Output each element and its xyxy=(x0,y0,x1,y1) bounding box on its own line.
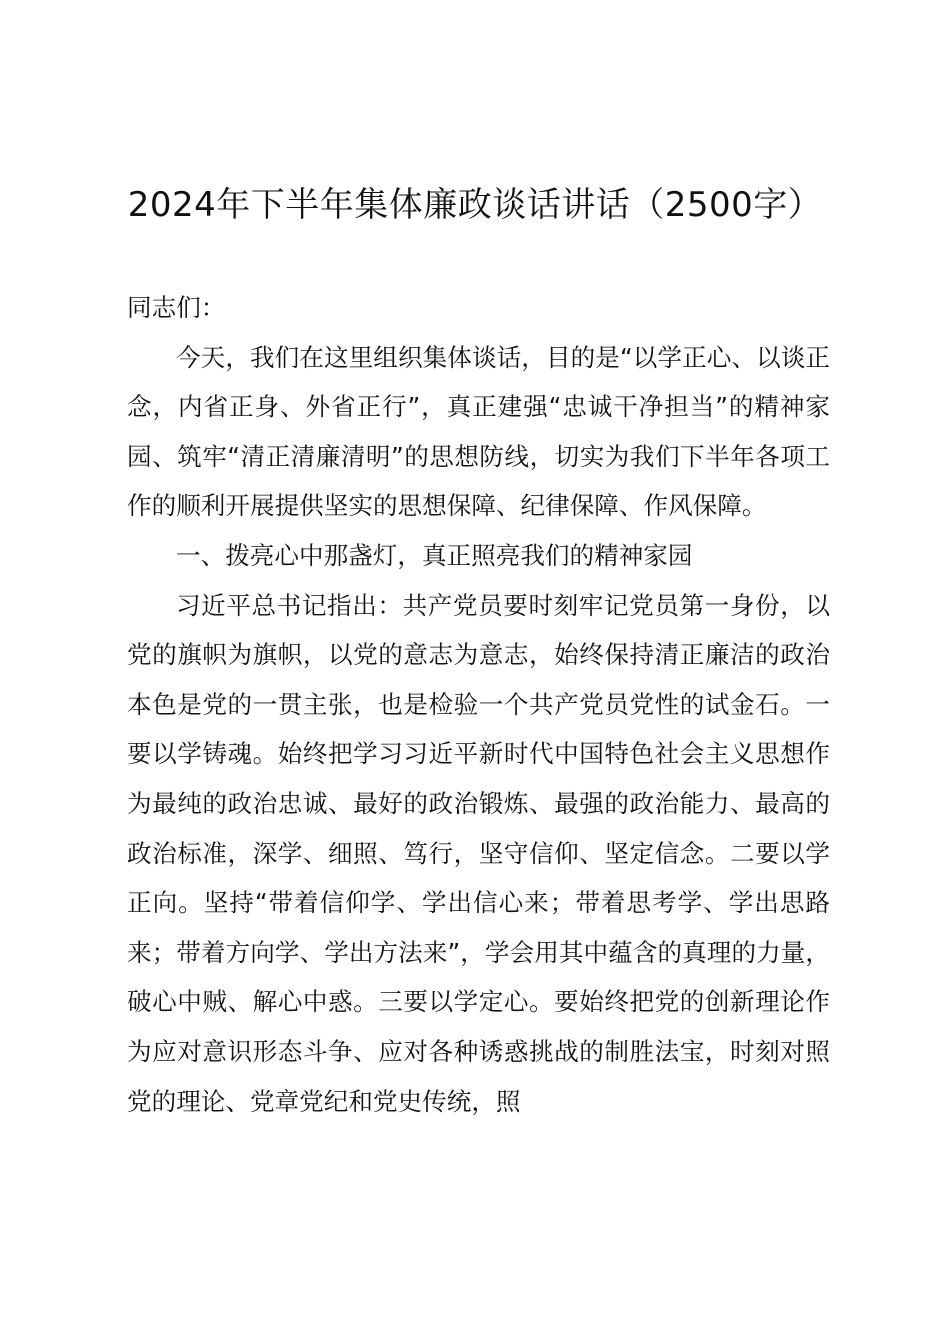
document-body xyxy=(127,283,830,1126)
section-heading: 一、拨亮心中那盏灯，真正照亮我们的精神家园 xyxy=(176,540,693,570)
salutation: 同志们： xyxy=(127,293,226,322)
intro-paragraph: 今天，我们在这里组织集体谈话，目的是“以学正心、以谈正念，内省正身、外省正行”，真正建强“忠诚干净担当”的精神家园、筑牢“清正清廉清明”的思想防线，切实为我们下半年各项工作的顺利开展提供坚实的思想保障、纪律保障、作风保障。 xyxy=(127,342,830,521)
section-paragraph: 习近平总书记指出：共产党员要时刻牢记党员第一身份，以党的旗帜为旗帜，以党的意志为意志，始终保持清正廉洁的政治本色是党的一贯主张，也是检验一个共产党员党性的试金石。一要以学铸魂。始终把学习习近平新时代中国特色社会主义思想作为最纯的政治忠诚、最好的政治锻炼、最强的政治能力、最高的政治标准，深学、细照、笃行，坚守信仰、坚定信念。二要以学正向。坚持“带着信仰学、学出信心来；带着思考学、学出思路来；带着方向学、学出方法来”，学会用其中蕴含的真理的力量，破心中贼、解心中惑。三要以学定心。要始终把党的创新理论作为应对意识形态斗争、应对各种诱惑挑战的制胜法宝，时刻对照党的理论、党章党纪和党史传统，照 xyxy=(127,590,830,1116)
document-title: 2024年下半年集体廉政谈话讲话（2500字） xyxy=(127,185,823,225)
